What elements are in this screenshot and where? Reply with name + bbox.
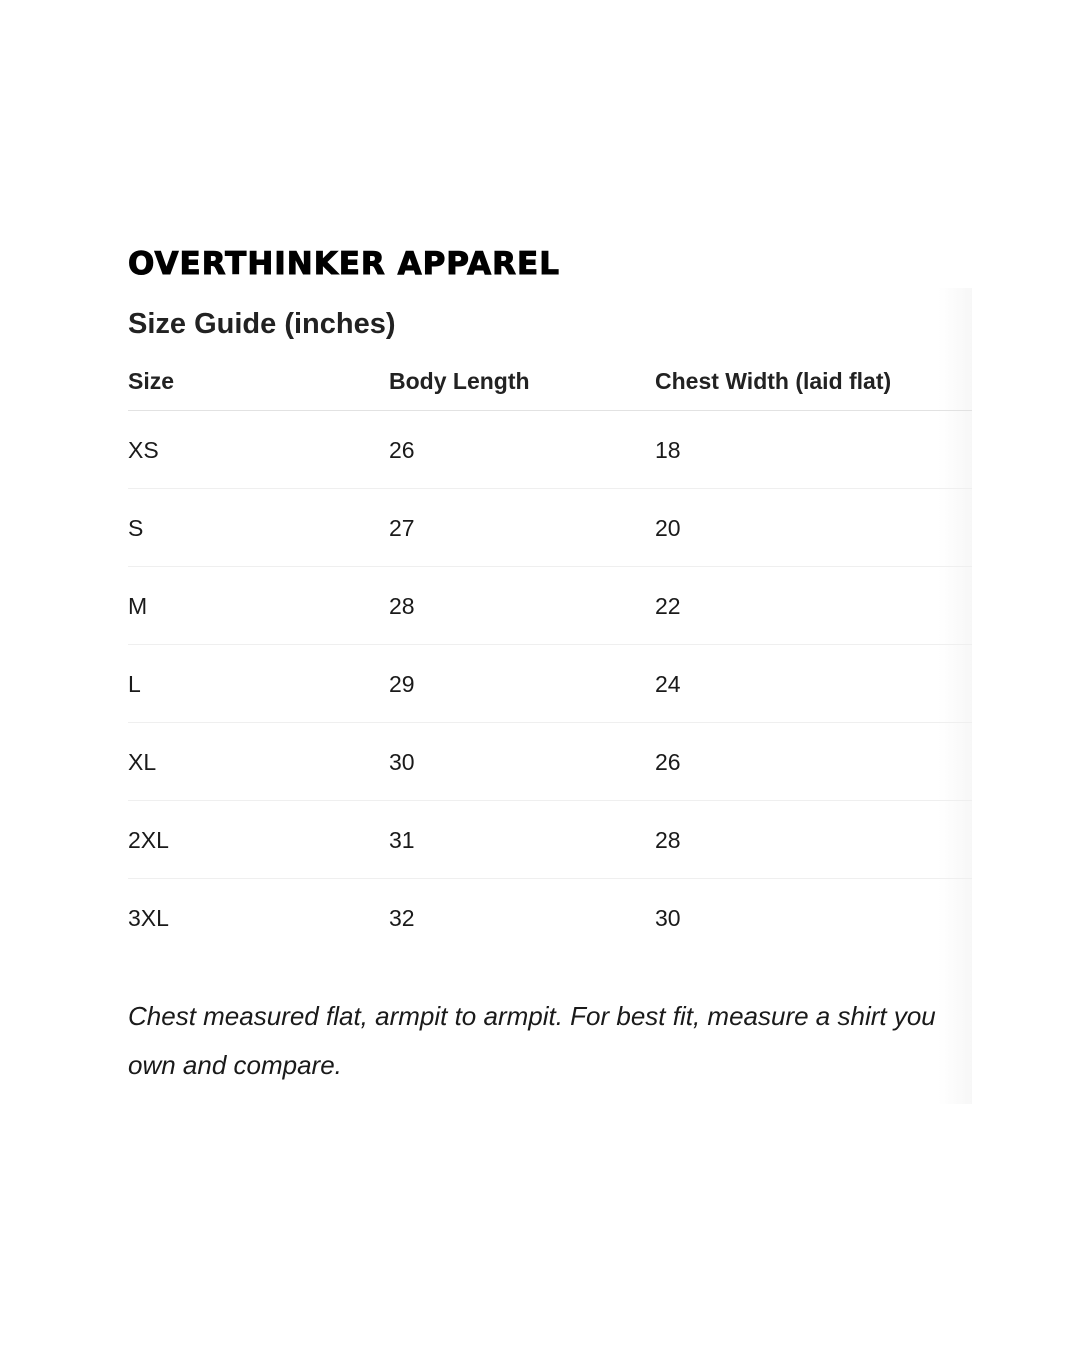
cell-size: 2XL [128,827,169,853]
table-row [128,801,972,879]
cell-chest-width: 22 [655,593,681,619]
header-size: Size [128,368,175,394]
table-row [128,411,972,489]
table-row [128,645,972,723]
cell-chest-width: 26 [655,749,681,775]
cell-size: L [128,671,141,697]
cell-chest-width: 18 [655,437,681,463]
cell-size: XL [128,749,157,775]
cell-body-length: 27 [389,515,415,541]
cell-body-length: 30 [389,749,415,775]
cell-size: S [128,515,144,541]
size-guide-panel [128,288,972,1104]
size-table [128,358,972,956]
table-row [128,489,972,567]
cell-body-length: 29 [389,671,415,697]
cell-size: XS [128,437,159,463]
measurement-note: Chest measured flat, armpit to armpit. For best fit, measure a shirt you own and compare. [128,1001,936,1080]
size-guide-title: Size Guide (inches) [128,308,396,340]
table-row [128,567,972,645]
cell-size: 3XL [128,905,169,931]
cell-body-length: 28 [389,593,415,619]
cell-chest-width: 20 [655,515,681,541]
brand-logo-text: OVERTHINKER APPAREL [128,246,560,282]
table-row [128,723,972,801]
header-chest-width: Chest Width (laid flat) [655,368,892,394]
cell-body-length: 31 [389,827,415,853]
cell-size: M [128,593,148,619]
header-body-length: Body Length [389,368,530,394]
cell-body-length: 26 [389,437,415,463]
cell-chest-width: 30 [655,905,681,931]
cell-body-length: 32 [389,905,415,931]
table-row [128,879,972,956]
cell-chest-width: 24 [655,671,681,697]
cell-chest-width: 28 [655,827,681,853]
table-header-row [128,358,972,411]
